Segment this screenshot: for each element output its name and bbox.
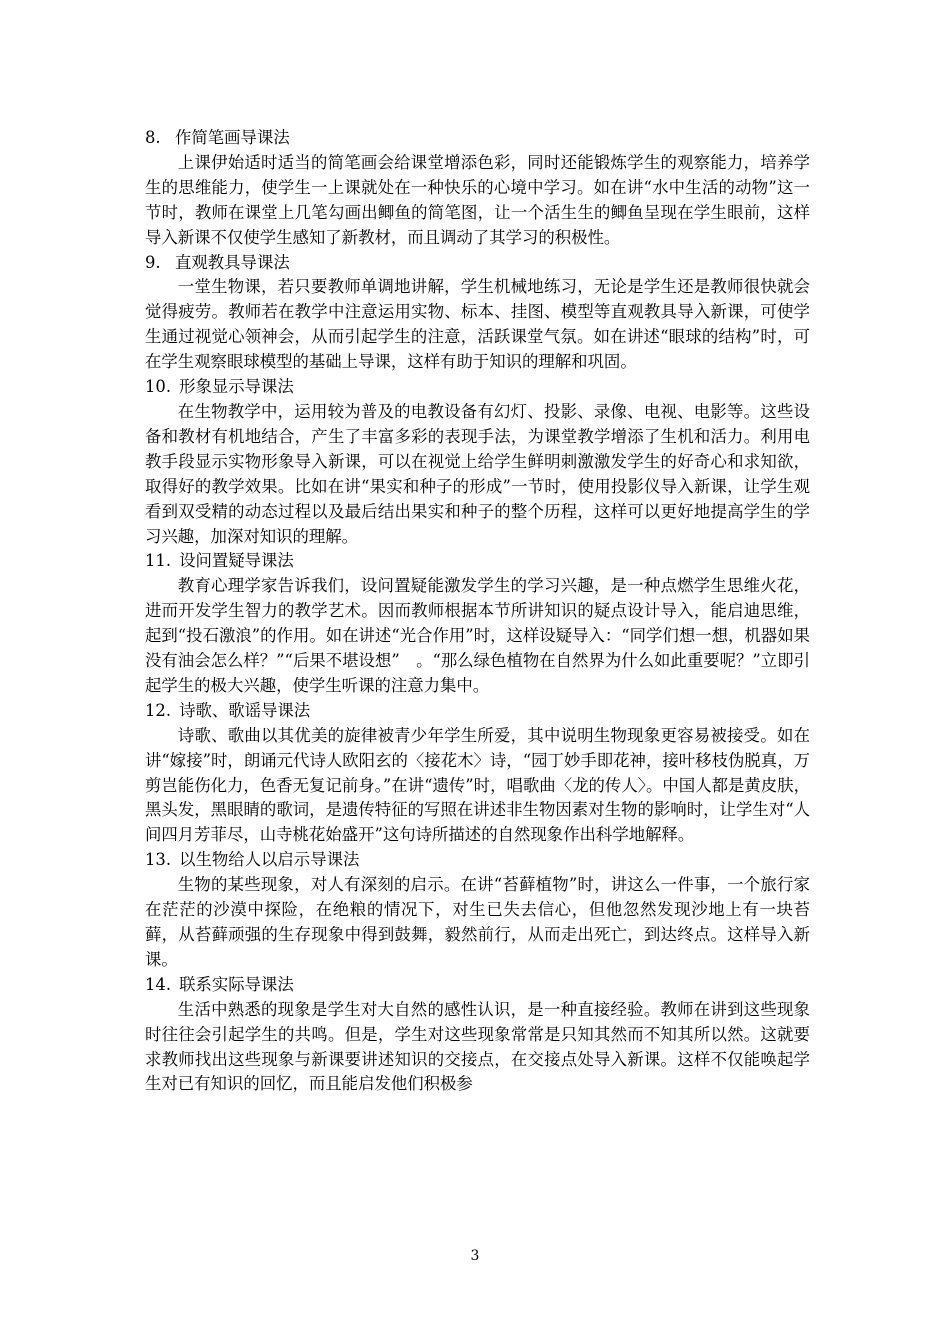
section-number: 14. bbox=[145, 974, 172, 994]
section-9 bbox=[145, 251, 810, 376]
section-title: 形象显示导课法 bbox=[179, 377, 294, 397]
section-heading bbox=[145, 251, 810, 276]
page-number: 3 bbox=[470, 1248, 480, 1264]
section-10 bbox=[145, 375, 810, 549]
section-title: 联系实际导课法 bbox=[179, 974, 294, 994]
section-title: 直观教具导课法 bbox=[175, 252, 290, 272]
section-body: 上课伊始适时适当的简笔画会给课堂增添色彩，同时还能锻炼学生的观察能力，培养学生的思维能力，使学生一上课就处在一种快乐的心境中学习。如在讲“水中生活的动物”这一节时，教师在课堂上几笔勾画出鲫鱼的简笔图，让一个活生生的鲫鱼呈现在学生眼前，这样导入新课不仅使学生感知了新教材，而且调动了其学习的积极性。 bbox=[145, 152, 810, 247]
section-body: 在生物教学中，运用较为普及的电教设备有幻灯、投影、录像、电视、电影等。这些设备和教材有机地结合，产生了丰富多彩的表现手法，为课堂教学增添了生机和活力。利用电教手段显示实物形象导入新课，可以在视觉上给学生鲜明刺激激发学生的好奇心和求知欲，取得好的教学效果。比如在讲“果实和种子的形成”一节时，使用投影仪导入新课，让学生观看到双受精的动态过程以及最后结出果实和种子的整个历程，这样可以更好地提高学生的学习兴趣，加深对知识的理解。 bbox=[145, 401, 810, 546]
section-heading bbox=[145, 375, 810, 400]
section-body: 诗歌、歌曲以其优美的旋律被青少年学生所爱，其中说明生物现象更容易被接受。如在讲“嫁接”时，朗诵元代诗人欧阳玄的〈接花木〉诗，“园丁妙手即花神，接叶移枝伪脱真，万剪岂能伤化力，色香无复记前身。”在讲“遗传”时，唱歌曲〈龙的传人〉。中国人都是黄皮肤，黑头发，黑眼睛的歌词，是遗传特征的写照在讲述非生物因素对生物的影响时，让学生对“人间四月芳菲尽，山寺桃花始盛开”这句诗所描述的自然现象作出科学地解释。 bbox=[145, 725, 810, 845]
section-body: 生物的某些现象，对人有深刻的启示。在讲“苔藓植物”时，讲这么一件事，一个旅行家在茫茫的沙漠中探险，在绝粮的情况下，对生已失去信心，但他忽然发现沙地上有一块苔藓，从苔藓顽强的生存现象中得到鼓舞，毅然前行，从而走出死亡，到达终点。这样导入新课。 bbox=[145, 875, 810, 969]
section-title: 以生物给人以启示导课法 bbox=[179, 850, 360, 870]
section-13 bbox=[145, 848, 810, 973]
section-12 bbox=[145, 699, 810, 848]
section-body: 生活中熟悉的现象是学生对大自然的感性认识，是一种直接经验。教师在讲到这些现象时往往会引起学生的共鸣。但是，学生对这些现象常常是只知其然而不知其所以然。这就要求教师找出这些现象与新课要讲述知识的交接点，在交接点处导入新课。这样不仅能唤起学生对已有知识的回忆，而且能启发他们积极参 bbox=[145, 999, 810, 1094]
section-body: 教育心理学家告诉我们，设问置疑能激发学生的学习兴趣，是一种点燃学生思维火花，进而开发学生智力的教学艺术。因而教师根据本节所讲知识的疑点设计导入，能启迪思维，起到“投石激浪”的作用。如在讲述“光合作用”时，这样设疑导入：“同学们想一想，机器如果没有油会怎么样？”“后果不堪设想” 。“那么绿色植物在自然界为什么如此重要呢？”立即引起学生的极大兴趣，使学生听课的注意力集中。 bbox=[145, 576, 810, 695]
section-number: 12. bbox=[145, 700, 172, 720]
section-number: 8. bbox=[145, 128, 161, 147]
section-number: 13. bbox=[145, 850, 172, 870]
section-heading bbox=[145, 549, 810, 574]
section-title: 诗歌、歌谣导课法 bbox=[179, 700, 311, 720]
section-body: 一堂生物课，若只要教师单调地讲解，学生机械地练习，无论是学生还是教师很快就会觉得疲劳。教师若在教学中注意运用实物、标本、挂图、模型等直观教具导入新课，可使学生通过视觉心领神会，从而引起学生的注意，活跃课堂气氛。如在讲述“眼球的结构”时，可在学生观察眼球模型的基础上导课，这样有助于知识的理解和巩固。 bbox=[145, 277, 810, 372]
section-8 bbox=[145, 126, 810, 251]
section-heading bbox=[145, 699, 810, 724]
section-11 bbox=[145, 549, 810, 698]
section-title: 设问置疑导课法 bbox=[179, 551, 294, 571]
section-heading bbox=[145, 126, 810, 151]
section-heading bbox=[145, 848, 810, 873]
document-page bbox=[145, 126, 810, 1097]
section-heading bbox=[145, 973, 810, 998]
section-title: 作简笔画导课法 bbox=[175, 128, 290, 147]
section-14 bbox=[145, 973, 810, 1098]
section-number: 9. bbox=[145, 252, 161, 272]
section-number: 11. bbox=[145, 551, 172, 571]
section-number: 10. bbox=[145, 377, 172, 397]
